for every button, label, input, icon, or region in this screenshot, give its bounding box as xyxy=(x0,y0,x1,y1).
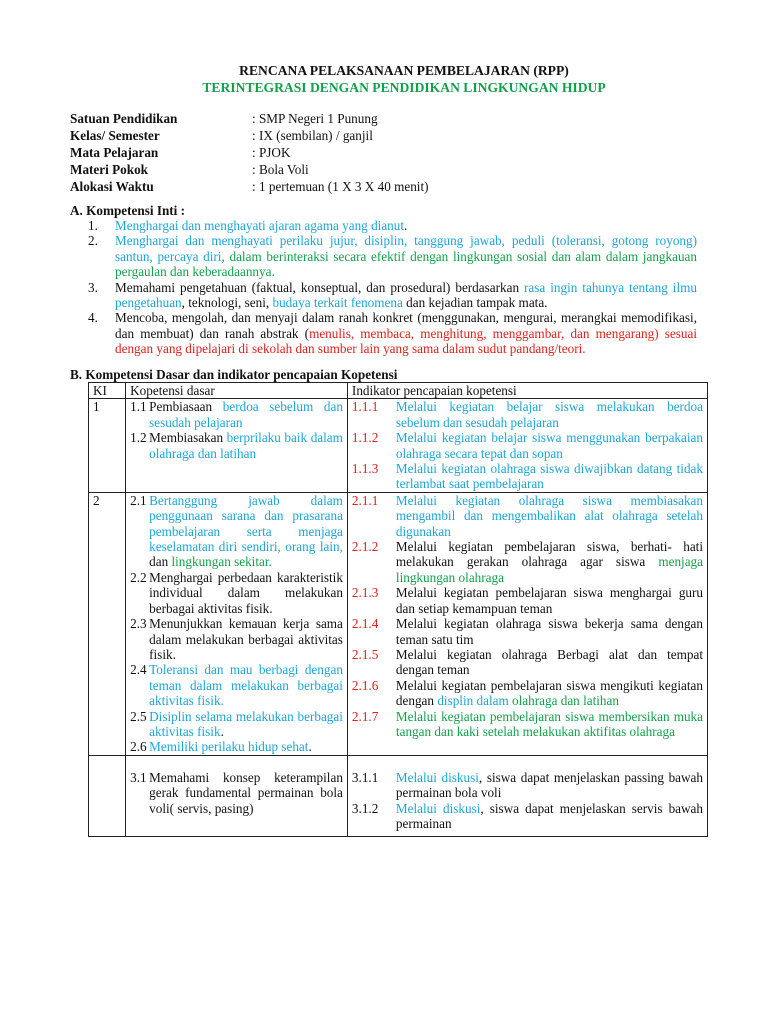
kd-number: 1.1 xyxy=(130,399,147,415)
table-header-row xyxy=(89,383,708,399)
text-segment: Menghargai dan menghayati perilaku jujur, disiplin, tanggung jawab, peduli (toleransi, gotong royong) santun, percaya diri xyxy=(115,233,697,264)
indikator-item xyxy=(352,801,703,832)
text-segment: , siswa dapat menjelaskan servis bawah permainan xyxy=(395,800,703,831)
kd-number: 2.4 xyxy=(130,662,147,678)
text-segment: Membiasakan xyxy=(149,430,227,446)
indikator-number: 1.1.1 xyxy=(351,399,379,415)
kd-item xyxy=(130,570,343,616)
indikator-item xyxy=(352,430,703,461)
ki-item xyxy=(88,233,697,279)
kd-number: 2.1 xyxy=(130,492,147,508)
ki-number: 3. xyxy=(88,279,98,295)
ki-item xyxy=(88,310,697,356)
indikator-item xyxy=(352,616,703,647)
indikator-cell xyxy=(347,492,707,755)
kd-number: 2.5 xyxy=(130,708,147,724)
text-segment: Melalui kegiatan belajar siswa menggunakan berpakaian olahraga secara tepat dan sopan xyxy=(395,430,703,461)
section-heading-kompetensi-dasar: B. Kompetensi Dasar dan indikator pencapaian Kopetensi xyxy=(70,367,398,382)
meta-value: : SMP Negeri 1 Punung xyxy=(252,111,378,126)
text-segment: Melalui kegiatan olahraga siswa diwajibkan datang tidak terlambat saat pembelajaran xyxy=(395,461,703,492)
indikator-item xyxy=(352,770,703,801)
text-segment: lingkungan sekitar. xyxy=(171,554,272,570)
text-segment: berprilaku baik dalam olahraga dan latihan xyxy=(149,430,343,461)
ki-cell: 1 xyxy=(89,399,126,492)
indikator-cell xyxy=(347,755,707,836)
text-segment: menulis, membaca, menghitung, menggambar, dan mengarang) sesuai dengan yang dipelajari di sekolah dan sumber lain yang sama dalam sudut pandang/teori. xyxy=(115,325,697,357)
meta-label: Satuan Pendidikan xyxy=(70,111,178,126)
kd-item xyxy=(130,616,343,662)
kd-item xyxy=(130,493,343,570)
kd-cell xyxy=(126,755,348,836)
table-row-ki-1 xyxy=(89,399,708,492)
text-segment: Melalui kegiatan olahraga Berbagi alat dan tempat dengan teman xyxy=(395,646,703,678)
indikator-item xyxy=(352,678,703,709)
ki-item xyxy=(88,218,697,233)
text-segment: Melalui kegiatan pembelajaran siswa, berhati- hati melakukan gerakan olahraga agar siswa xyxy=(395,539,703,570)
text-segment: Melalui kegiatan olahraga siswa bekerja sama dengan teman satu tim xyxy=(395,616,703,647)
indikator-number: 2.1.2 xyxy=(351,539,379,555)
header-kd: Kopetensi dasar xyxy=(126,383,348,399)
indikator-number: 1.1.2 xyxy=(351,430,379,446)
meta-row-materi xyxy=(70,162,670,179)
ki-number: 1. xyxy=(88,218,98,233)
text-segment: Menghargai dan menghayati ajaran agama yang dianut xyxy=(115,218,405,233)
meta-label: Alokasi Waktu xyxy=(70,179,154,194)
text-segment: Menunjukkan kemauan kerja sama dalam melakukan berbagai aktivitas fisik. xyxy=(149,616,343,662)
kd-item xyxy=(130,430,343,461)
ki-number: 2. xyxy=(88,233,98,249)
header-indikator: Indikator pencapaian kopetensi xyxy=(347,383,707,399)
text-segment: Menghargai perbedaan karakteristik individual dalam melakukan berbagai aktivitas fisik. xyxy=(149,569,343,616)
indikator-item xyxy=(352,539,703,585)
text-segment: dan kejadian tampak mata. xyxy=(402,295,548,311)
text-segment: budaya terkait fenomena xyxy=(272,295,403,311)
kd-number: 2.3 xyxy=(130,616,147,632)
text-segment: Melalui kegiatan pembelajaran siswa membersikan muka tangan dan kaki setelah melakukan aktifitas olahraga xyxy=(395,708,703,739)
meta-value: : PJOK xyxy=(252,145,291,160)
kompetensi-dasar-table xyxy=(88,382,708,837)
text-segment: . xyxy=(220,723,224,739)
indikator-number: 2.1.4 xyxy=(351,616,379,632)
text-segment: berdoa sebelum dan sesudah pelajaran xyxy=(149,399,343,430)
text-segment: Memahami konsep keterampilan gerak fundamental permainan bola voli( servis, pasing) xyxy=(149,769,343,816)
text-segment: Memiliki perilaku hidup sehat xyxy=(149,739,309,755)
text-segment: , teknologi, seni, xyxy=(181,295,273,311)
ki-item xyxy=(88,280,697,311)
meta-row-alokasi xyxy=(70,179,670,196)
kd-item xyxy=(130,399,343,430)
text-segment: Melalui kegiatan olahraga siswa membiasakan mengambil dan mengembalikan alat olahraga setelah digunakan xyxy=(395,492,703,539)
kd-number: 2.2 xyxy=(130,569,147,585)
text-segment: Toleransi dan mau berbagi dengan teman dalam melakukan berbagai aktivitas fisik. xyxy=(149,662,343,709)
indikator-number: 2.1.7 xyxy=(351,708,379,724)
meta-label: Kelas/ Semester xyxy=(70,128,160,143)
kompetensi-inti-list xyxy=(88,218,697,357)
document-title: RENCANA PELAKSANAAN PEMBELAJARAN (RPP) xyxy=(239,63,569,78)
kd-number: 2.6 xyxy=(130,739,147,755)
indikator-item xyxy=(352,461,703,492)
text-segment: Melalui diskusi xyxy=(395,800,481,816)
indikator-number: 2.1.1 xyxy=(351,492,379,508)
text-segment: Disiplin selama melakukan berbagai aktivitas fisik xyxy=(149,708,343,739)
kd-item xyxy=(130,770,343,816)
kd-item xyxy=(130,709,343,740)
ki-text xyxy=(115,310,697,356)
meta-row-mapel xyxy=(70,145,670,162)
text-segment: Mencoba, mengolah, dan menyaji dalam ranah konkret (menggunakan, mengurai, merangkai memodifikasi, dan membuat) dan ranah abstrak ( xyxy=(115,310,697,341)
text-segment: Bertanggung jawab dalam penggunaan sarana dan prasarana pembelajaran serta menjaga keselamatan diri sendiri, orang lain, xyxy=(149,492,343,555)
ki-text xyxy=(115,233,697,279)
text-segment: dan xyxy=(149,554,172,570)
text-segment: Melalui kegiatan pembelajaran siswa menghargai guru dan setiap kemampuan teman xyxy=(395,585,703,616)
text-segment: Melalui diskusi xyxy=(395,769,479,785)
ki-text xyxy=(115,218,407,233)
kd-number: 3.1 xyxy=(130,769,147,785)
indikator-number: 2.1.6 xyxy=(351,677,379,693)
text-segment: . xyxy=(308,739,312,755)
table-row-ki-2 xyxy=(89,492,708,755)
text-segment: Melalui kegiatan belajar siswa melakukan berdoa sebelum dan sesudah pelajaran xyxy=(395,399,703,430)
text-segment: Memahami pengetahuan (faktual, konseptual, dan prosedural) berdasarkan xyxy=(115,279,525,295)
ki-cell xyxy=(89,755,126,836)
meta-label: Mata Pelajaran xyxy=(70,145,159,160)
ki-text xyxy=(115,280,697,310)
document-subtitle: TERINTEGRASI DENGAN PENDIDIKAN LINGKUNGAN HIDUP xyxy=(202,80,606,95)
text-segment: Melalui kegiatan pembelajaran siswa mengikuti kegiatan dengan xyxy=(395,677,703,709)
text-segment: , siswa dapat menjelaskan passing bawah permainan bola voli xyxy=(395,769,703,801)
identity-block xyxy=(70,111,670,196)
kd-cell xyxy=(126,399,348,492)
table-row-ki-3 xyxy=(89,755,708,836)
indikator-number: 2.1.3 xyxy=(351,585,379,601)
text-segment: . xyxy=(404,218,408,233)
indikator-cell xyxy=(347,399,707,492)
header-ki: KI xyxy=(89,383,126,399)
meta-row-kelas xyxy=(70,128,670,145)
meta-value: : 1 pertemuan (1 X 3 X 40 menit) xyxy=(252,179,429,194)
indikator-number: 1.1.3 xyxy=(351,461,379,477)
text-segment: , dalam berinteraksi secara efektif dengan lingkungan sosial dan alam dalam jangkauan pergaulan dan keberadaannya. xyxy=(115,248,697,280)
text-segment: Pembiasaan xyxy=(149,399,223,415)
indikator-item xyxy=(352,709,703,740)
text-segment: rasa ingin tahunya tentang ilmu pengetahuan xyxy=(115,279,697,311)
meta-value: : IX (sembilan) / ganjil xyxy=(252,128,373,143)
ki-number: 4. xyxy=(88,310,98,326)
kd-item xyxy=(130,739,343,754)
kd-number: 1.2 xyxy=(130,430,147,446)
indikator-item xyxy=(352,493,703,539)
meta-row-satuan xyxy=(70,111,670,128)
text-segment: olahraga dan latihan xyxy=(512,693,619,709)
indikator-item xyxy=(352,399,703,430)
indikator-number: 3.1.2 xyxy=(351,800,379,816)
indikator-item xyxy=(352,647,703,678)
indikator-number: 3.1.1 xyxy=(351,769,379,785)
meta-label: Materi Pokok xyxy=(70,162,149,177)
section-heading-kompetensi-inti: A. Kompetensi Inti : xyxy=(70,203,186,218)
indikator-number: 2.1.5 xyxy=(351,646,379,662)
indikator-item xyxy=(352,585,703,616)
text-segment: menjaga lingkungan olahraga xyxy=(395,554,703,585)
kd-item xyxy=(130,662,343,708)
meta-value: : Bola Voli xyxy=(252,162,309,177)
text-segment: displin dalam xyxy=(437,693,509,709)
ki-cell: 2 xyxy=(89,492,126,755)
kd-cell xyxy=(126,492,348,755)
